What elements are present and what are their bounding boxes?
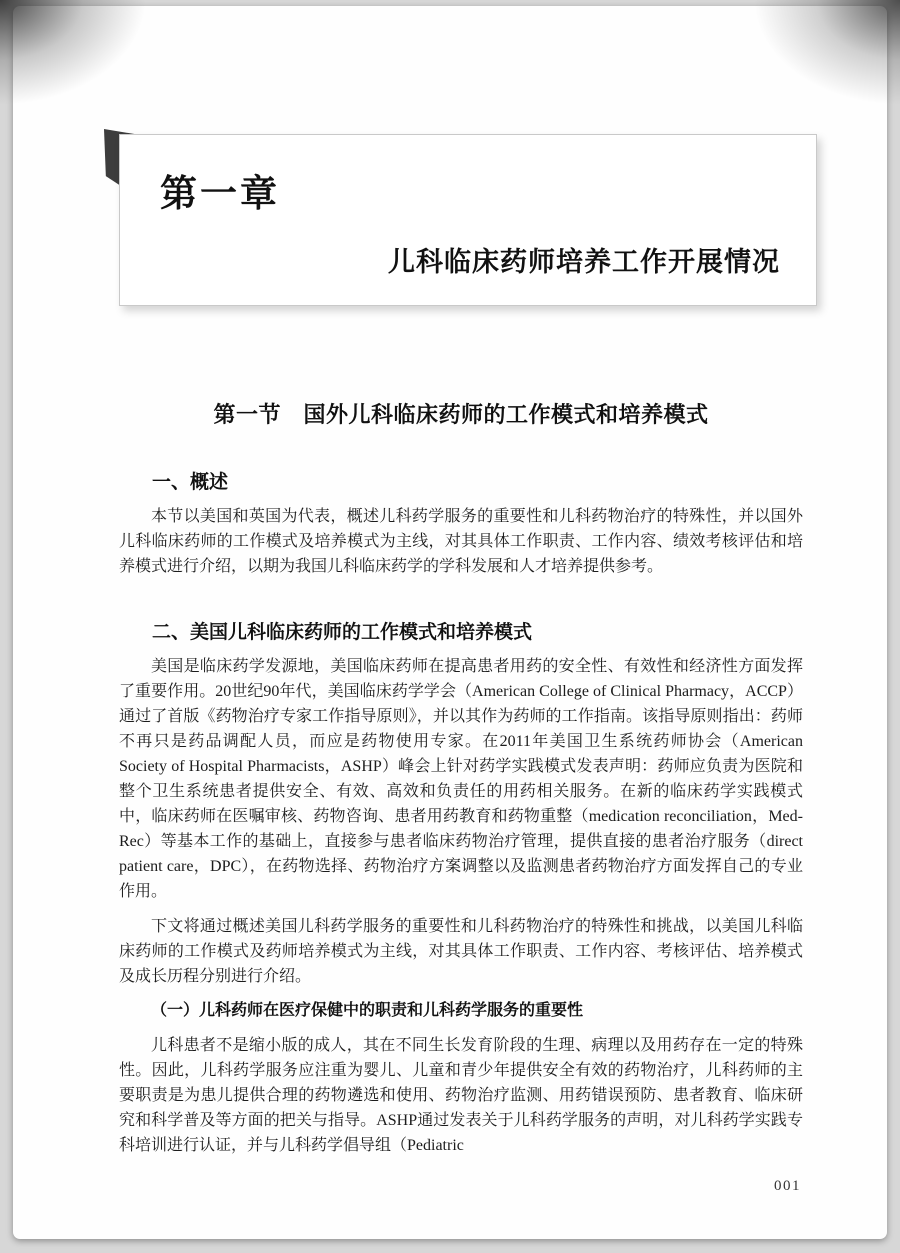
paragraph-pediatric-duty: 儿科患者不是缩小版的成人，其在不同生长发育阶段的生理、病理以及用药存在一定的特殊性。因此，儿科药学服务应注重为婴儿、儿童和青少年提供安全有效的药物治疗，儿科药师的主要职责是为患儿提供合理的药物遴选和使用、药物治疗监测、用药错误预防、患者教育、临床研究和科学普及等方面的把关与指导。ASHP通过发表关于儿科药学服务的声明，对儿科药学实践专科培训进行认证，并与儿科药学倡导组（Pediatric xyxy=(119,1037,803,1154)
chapter-box xyxy=(119,134,817,306)
heading-usa-model: 二、美国儿科临床药师的工作模式和培养模式 xyxy=(152,622,533,643)
subheading-pediatric-duty: （一）儿科药师在医疗保健中的职责和儿科药学服务的重要性 xyxy=(151,1002,584,1019)
paragraph-usa-model-2: 下文将通过概述美国儿科药学服务的重要性和儿科药物治疗的特殊性和挑战，以美国儿科临床药师的工作模式及药师培养模式为主线，对其具体工作职责、工作内容、考核评估、培养模式及成长历程分别进行介绍。 xyxy=(119,918,803,985)
page-number: 001 xyxy=(774,1178,801,1194)
chapter-title: 儿科临床药师培养工作开展情况 xyxy=(388,247,780,277)
chapter-header xyxy=(119,134,817,306)
page-content xyxy=(119,398,803,1158)
paragraph-usa-model-1: 美国是临床药学发源地，美国临床药师在提高患者用药的安全性、有效性和经济性方面发挥了重要作用。20世纪90年代，美国临床药学学会（American College of Clinical Pharmacy，ACCP）通过了首版《药物治疗专家工作指导原则》，并以其作为药师的工作指南。该指导原则指出：药师不再只是药品调配人员，而应是药物使用专家。在2011年美国卫生系统药师协会（American Society of Hospital Pharmacists，ASHP）峰会上针对药学实践模式发表声明：药师应负责为医院和整个卫生系统患者提供安全、有效、高效和负责任的用药相关服务。在新的临床药学实践模式中，临床药师在医嘱审核、药物咨询、患者用药教育和药物重整（medication reconciliation，Med-Rec）等基本工作的基础上，直接参与患者临床药物治疗管理，提供直接的患者治疗服务（direct patient care，DPC），在药物选择、药物治疗方案调整以及监测患者药物治疗方面发挥自己的专业作用。 xyxy=(119,658,803,900)
book-page xyxy=(13,6,887,1239)
heading-overview: 一、概述 xyxy=(152,472,229,493)
paragraph-overview: 本节以美国和英国为代表，概述儿科药学服务的重要性和儿科药物治疗的特殊性，并以国外儿科临床药师的工作模式及培养模式为主线，对其具体工作职责、工作内容、绩效考核评估和培养模式进行介绍，以期为我国儿科临床药学的学科发展和人才培养提供参考。 xyxy=(119,508,803,575)
chapter-number: 第一章 xyxy=(160,173,280,214)
section-title: 第一节 国外儿科临床药师的工作模式和培养模式 xyxy=(213,402,709,427)
